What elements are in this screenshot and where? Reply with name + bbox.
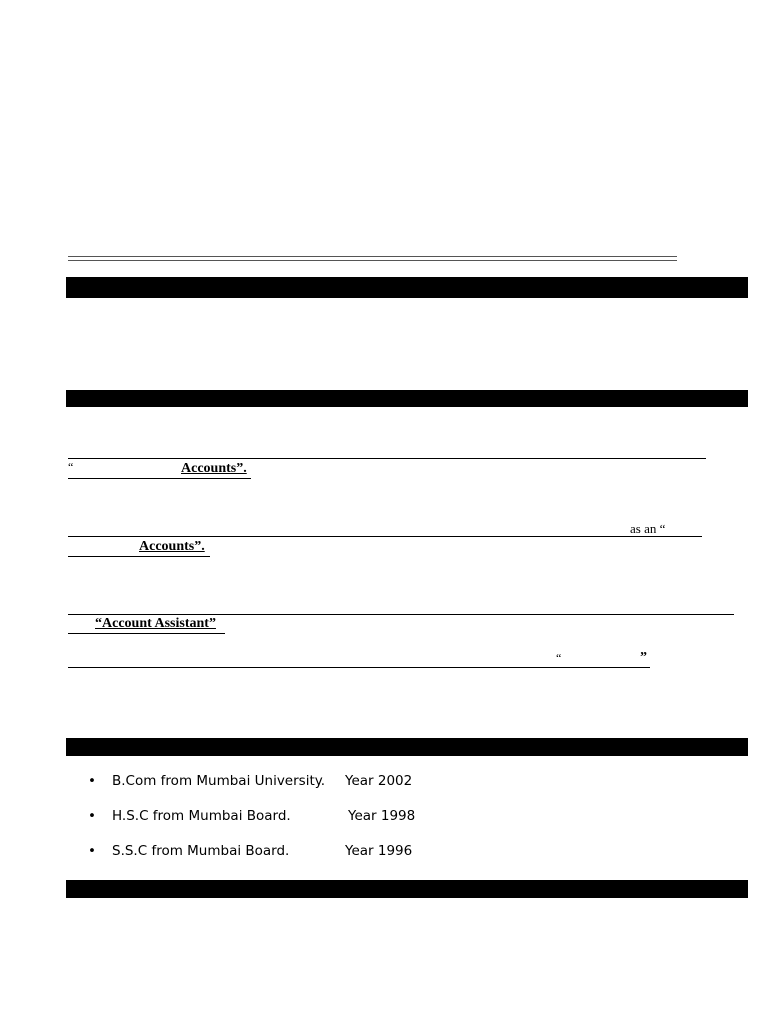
section-bar-experience	[66, 390, 748, 407]
experience-line-2	[68, 538, 210, 557]
experience-line-1	[68, 460, 251, 479]
experience-line-3-title: “Account Assistant”	[95, 616, 216, 631]
education-item-year: Year 1996	[345, 843, 413, 859]
education-item-year: Year 1998	[348, 808, 416, 824]
section-bar-objective	[66, 277, 748, 298]
education-item-text: H.S.C from Mumbai Board.	[112, 808, 291, 824]
experience-line-2-rule	[68, 536, 702, 537]
experience-line-3	[68, 615, 225, 634]
education-item-year: Year 2002	[345, 773, 413, 789]
bullet-icon: •	[88, 808, 96, 824]
experience-line-2-prefix: as an “	[630, 521, 666, 536]
experience-line-1-title: Accounts”.	[181, 461, 247, 476]
education-item-hsc	[88, 807, 448, 825]
bullet-icon: •	[88, 773, 96, 789]
education-item-bcom	[88, 772, 448, 790]
header-double-rule	[68, 256, 677, 261]
education-item-ssc	[88, 842, 448, 860]
experience-line-4-quote-close: ”	[640, 650, 647, 665]
education-item-text: B.Com from Mumbai University.	[112, 773, 326, 789]
experience-line-2-title: Accounts”.	[139, 539, 205, 554]
section-bar-education	[66, 738, 748, 756]
experience-line-1-rule	[68, 458, 706, 459]
experience-line-4-quote-open: “	[556, 651, 562, 665]
education-item-text: S.S.C from Mumbai Board.	[112, 843, 290, 859]
experience-line-4-rule	[68, 667, 650, 668]
bullet-icon: •	[88, 843, 96, 859]
experience-line-1-quote: “	[68, 460, 74, 474]
section-bar-next	[66, 880, 748, 898]
